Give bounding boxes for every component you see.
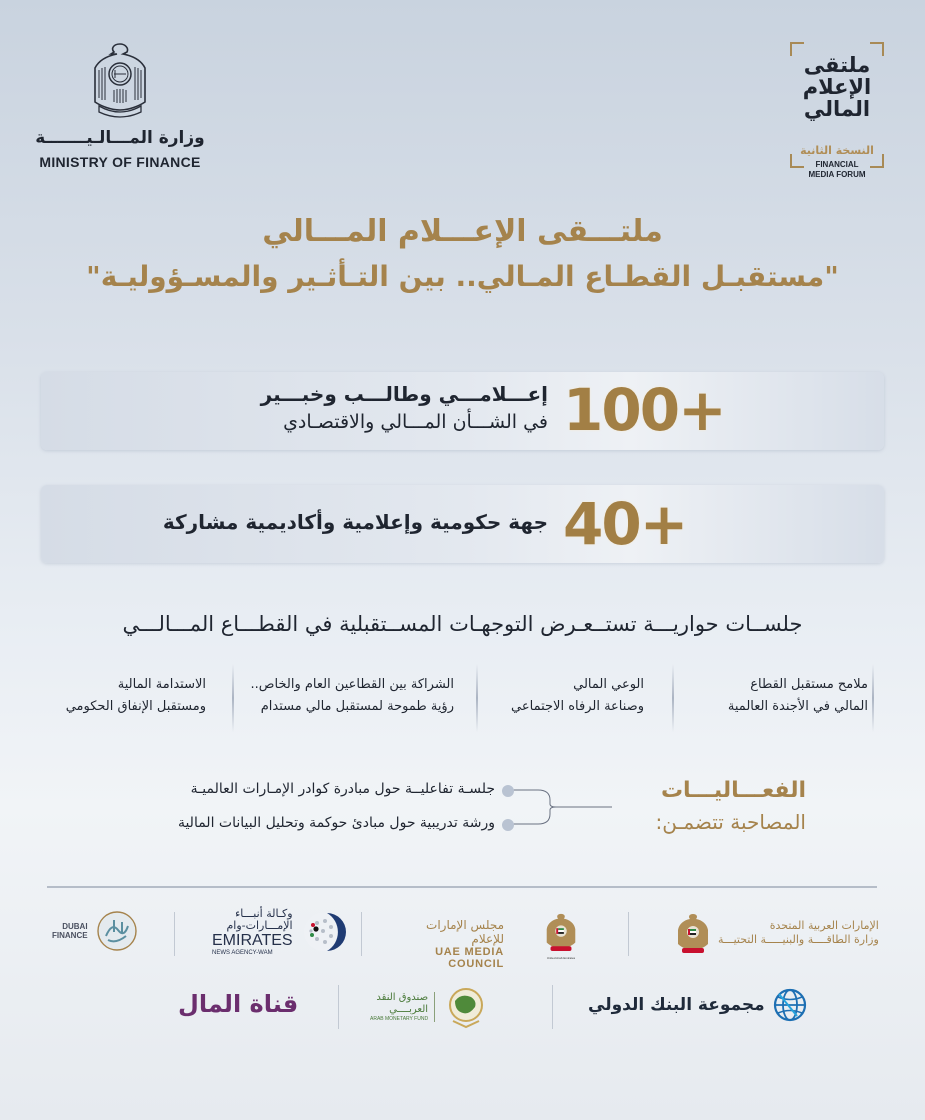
- page-subtitle: "مستقبـل القطـاع المـالي.. بين التـأثـير والمسـؤوليـة": [86, 260, 839, 293]
- bracket-connector-icon: [508, 784, 612, 830]
- events-label-line1: الفعـــاليـــات: [660, 778, 806, 803]
- divider: [672, 664, 674, 732]
- partner-name-line: العربــــي: [389, 1004, 429, 1015]
- partner-name-line: الإمارات العربية المتحدة: [769, 919, 879, 932]
- forum-name-en: [790, 160, 884, 180]
- partner-name-line: وزارة الطاقــــة والبنيـــــة التحتيـــة: [718, 933, 879, 946]
- stat-line1: جهة حكومية وإعلامية وأكاديمية مشاركة: [162, 510, 548, 534]
- dubai-finance-calligraphy-icon: [96, 910, 138, 952]
- session-item: [220, 664, 470, 732]
- session-line1: ملامح مستقبل القطاع: [750, 677, 868, 692]
- sessions-heading: جلســات حواريـــة تستــعـرض التوجهـات المســتقبلية في القطـــاع المـــالـــي: [122, 612, 803, 636]
- forum-name-en-line: FINANCIAL: [815, 160, 859, 169]
- divider: [476, 664, 478, 732]
- page-title: ملتـــقى الإعـــلام المـــالي: [262, 214, 663, 249]
- stat-card-entities: [41, 485, 884, 563]
- partner-name-line: الإمـــارات-وام: [226, 919, 293, 932]
- session-line1: الوعي المالي: [573, 677, 644, 692]
- event-item: ورشة تدريبية حول مبادئ حوكمة وتحليل البيانات المالية: [177, 815, 495, 831]
- uae-emblem-gold-icon: [544, 912, 578, 952]
- partner-name-line: صندوق النقد: [376, 992, 429, 1003]
- partner-divider: [361, 912, 362, 956]
- partner-arab-monetary-fund: [370, 985, 489, 1029]
- forum-logo-title: [790, 54, 884, 120]
- session-item: [660, 664, 870, 732]
- partner-name-ar: قناة المال: [178, 990, 299, 1018]
- stat-line1: إعـــلامـــي وطالـــب وخبـــير: [260, 382, 548, 406]
- ministry-of-finance-logo: [30, 40, 210, 170]
- stat-line2: في الشـــأن المـــالي والاقتصـادي: [283, 411, 548, 433]
- forum-title-line: المالي: [803, 97, 871, 121]
- session-line1: الشراكة بين القطاعين العام والخاص..: [250, 677, 454, 692]
- partner-al-mal-channel: [178, 990, 298, 1018]
- financial-media-forum-logo: [790, 42, 884, 186]
- partner-name-en: UAE MEDIA COUNCIL: [435, 946, 504, 970]
- partner-name: [52, 922, 88, 940]
- partner-wam: [212, 908, 347, 956]
- partner-name-line: وكـالة أنبـــاء: [235, 907, 293, 920]
- partner-uae-government: [544, 912, 578, 960]
- partner-name-line: DUBAI: [62, 922, 88, 931]
- events-label: [640, 776, 806, 838]
- partner-world-bank-group: [588, 988, 807, 1022]
- stat-card-participants: [41, 372, 884, 450]
- partner-caption: United Arab Emirates: [546, 956, 576, 960]
- divider: [232, 664, 234, 732]
- session-line1: الاستدامة المالية: [117, 677, 206, 692]
- partner-name-en: EMIRATES: [212, 932, 293, 949]
- session-line2: رؤية طموحة لمستقبل مالي مستدام: [260, 699, 454, 714]
- stat-description: [128, 508, 548, 536]
- partner-divider: [628, 912, 629, 956]
- partner-name-line: FINANCE: [52, 931, 88, 940]
- stat-number: 100+: [563, 376, 725, 444]
- session-line2: المالي في الأجندة العالمية: [727, 699, 868, 714]
- stat-description: [128, 380, 548, 436]
- forum-name-en-line: MEDIA FORUM: [808, 170, 866, 179]
- amf-emblem-icon: [443, 985, 489, 1029]
- stat-number: 40+: [563, 490, 687, 558]
- partner-divider: [174, 912, 175, 956]
- session-item: [40, 664, 220, 732]
- ministry-name-ar: وزارة المـــالـيـــــــة: [35, 128, 205, 148]
- bullet-dot-icon: [502, 819, 514, 831]
- partner-divider: [552, 985, 553, 1029]
- partner-name: [718, 919, 879, 947]
- partner-name-en: ARAB MONETARY FUND: [370, 1016, 429, 1022]
- bullet-dot-icon: [502, 785, 514, 797]
- partner-divider: [338, 985, 339, 1029]
- partner-name-sub: NEWS AGENCY-WAM: [212, 950, 273, 956]
- wam-globe-icon: [301, 909, 347, 955]
- session-line2: ومستقبل الإنفاق الحكومي: [65, 699, 206, 714]
- partner-name-ar: مجلس الإمارات للإعلام: [426, 918, 504, 946]
- forum-title-line: ملتقى: [803, 53, 871, 77]
- uae-emblem-gold-icon: [676, 912, 710, 954]
- session-line2: وصناعة الرفاه الاجتماعي: [511, 699, 644, 714]
- divider: [872, 664, 874, 732]
- footer-divider: [47, 886, 877, 888]
- partner-uae-media-council: [392, 918, 504, 970]
- events-label-line2: المصاحبة تتضمـن:: [655, 810, 806, 834]
- session-item: [470, 664, 660, 732]
- uae-falcon-emblem-icon: [87, 40, 153, 122]
- event-item: جلسـة تفاعليــة حول مبادرة كوادر الإمـارات العالميـة: [190, 781, 495, 797]
- forum-title-line: الإعلام: [802, 75, 872, 99]
- world-bank-globe-icon: [773, 988, 807, 1022]
- partner-name: [212, 908, 293, 956]
- partner-name-ar: مجموعة البنك الدولي: [588, 995, 765, 1015]
- partner-name: [370, 992, 435, 1022]
- ministry-name-en: MINISTRY OF FINANCE: [39, 154, 201, 170]
- partner-ministry-energy-infrastructure: [676, 912, 879, 954]
- partner-dubai-finance: [52, 910, 138, 952]
- forum-edition: النسخة الثانية: [800, 144, 874, 157]
